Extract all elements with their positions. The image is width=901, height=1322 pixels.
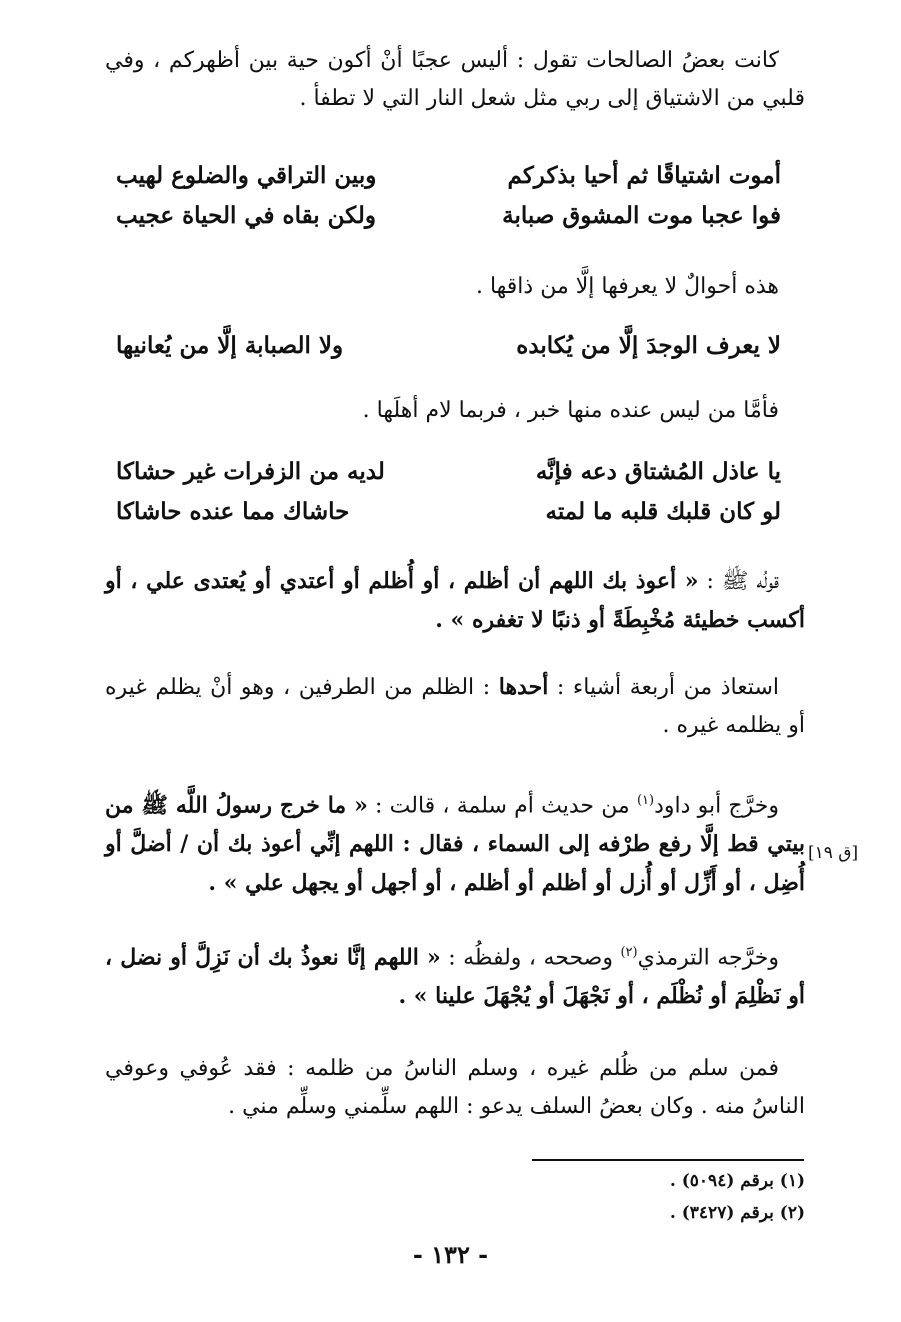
footnote-2: (٢) برقم (٣٤٢٧) . [669,1203,805,1223]
hemistich-second: ولا الصبابة إلَّا من يُعانيها [116,332,344,359]
tirmidhi-chain: وصححه ، ولفظُه : [440,945,621,971]
hadith-intro: قولُه ﷺ : [698,569,779,594]
hemistich-first: لو كان قلبك قلبه ما لمته [545,498,781,525]
paragraph-tirmidhi [105,934,805,1016]
hemistich-first: أموت اشتياقًا ثم أحيا بذكركم [507,162,781,189]
footnote-divider [532,1159,804,1161]
poem-line [116,492,781,532]
hadith-text: « أعوذ بك اللهم أن أظلم ، أو أُظلم أو أعتدي أو يُعتدى علي ، أو أكسب خطيئة مُخْبِطَةً أو ذنبًا لا تغفره » . [105,568,805,633]
abu-dawud-chain: من حديث أم سلمة ، قالت : [367,793,637,819]
poem-passion [116,326,781,366]
footnote-ref-1[interactable]: (١) [636,793,655,808]
paragraph-blame [105,392,805,430]
paragraph-conclusion [105,1050,805,1126]
first-keyword: أحدها [498,674,549,700]
hemistich-second: حاشاك مما عنده حاشاكا [116,498,350,525]
paragraph-intro-text: كانت بعضُ الصالحات تقول : أليس عجبًا أنْ أكون حية بين أظهركم ، وفي قلبي من الاشتياق إلى ربي مثل شعل النار التي لا تطفأ . [105,48,805,111]
hemistich-second: وبين التراقي والضلوع لهيب [116,162,377,189]
paragraph-four-things [105,668,805,745]
poem-line [116,326,781,366]
hemistich-first: فوا عجبا موت المشوق صبابة [502,202,781,229]
abu-dawud-hadith: « ما خرج رسولُ اللَّه ﷺ من بيتي قط إلَّا رفع طرْفه إلى السماء ، فقال : اللهم إنِّي أعوذ بك أن / أضلَّ أو أُضِل ، أو أَزِّل أو أُزل أو أظلم أو أظلم ، أو أجهل أو يجهل علي » . [105,792,805,897]
footnote-ref-2[interactable]: (٢) [620,945,638,960]
manuscript-folio-ref: [ق ١٩] [808,843,859,863]
paragraph-states-text: هذه أحوالٌ لا يعرفها إلَّا من ذاقها . [475,274,779,299]
hemistich-first: يا عاذل المُشتاق دعه فإنَّه [535,458,781,485]
poem-line [116,452,781,492]
paragraph-hadith-quote [105,562,805,640]
poem-longing [116,156,781,236]
paragraph-abu-dawud [105,782,805,903]
poem-line [116,196,781,236]
poem-reproacher [116,452,781,532]
four-things-text: : الظلم من الطرفين ، وهو أنْ يظلم غيره أو يظلمه غيره . [105,675,805,738]
paragraph-conclusion-text: فمن سلم من ظُلم غيره ، وسلم الناسُ من ظلمه : فقد عُوفي وعوفي الناسُ منه . وكان بعضُ السلف يدعو : اللهم سلِّمني وسلِّم مني . [105,1056,805,1119]
paragraph-states [105,268,805,306]
page-number: - ١٣٢ - [412,1240,489,1269]
four-things-intro: استعاذ من أربعة أشياء : [548,675,779,700]
paragraph-blame-text: فأمَّا من ليس عنده منها خبر ، فربما لام أهلَها . [362,398,779,423]
footnote-1: (١) برقم (٥٠٩٤) . [669,1171,805,1191]
hemistich-first: لا يعرف الوجدَ إلَّا من يُكابده [516,332,781,359]
hemistich-second: ولكن بقاه في الحياة عجيب [116,202,376,229]
hemistich-second: لديه من الزفرات غير حشاكا [116,458,385,485]
tirmidhi-hadith: « اللهم إنَّا نعوذُ بك أن نَزِلَّ أو نضل ، أو نَظْلِمَ أو نُظْلَم ، أو نَجْهَلَ أو يُجْهَلَ علينا » . [105,944,805,1010]
poem-line [116,156,781,196]
tirmidhi-intro: وخرَّجه الترمذي [637,945,779,971]
abu-dawud-intro: وخرَّج أبو داود [654,793,779,819]
paragraph-intro [105,42,805,118]
